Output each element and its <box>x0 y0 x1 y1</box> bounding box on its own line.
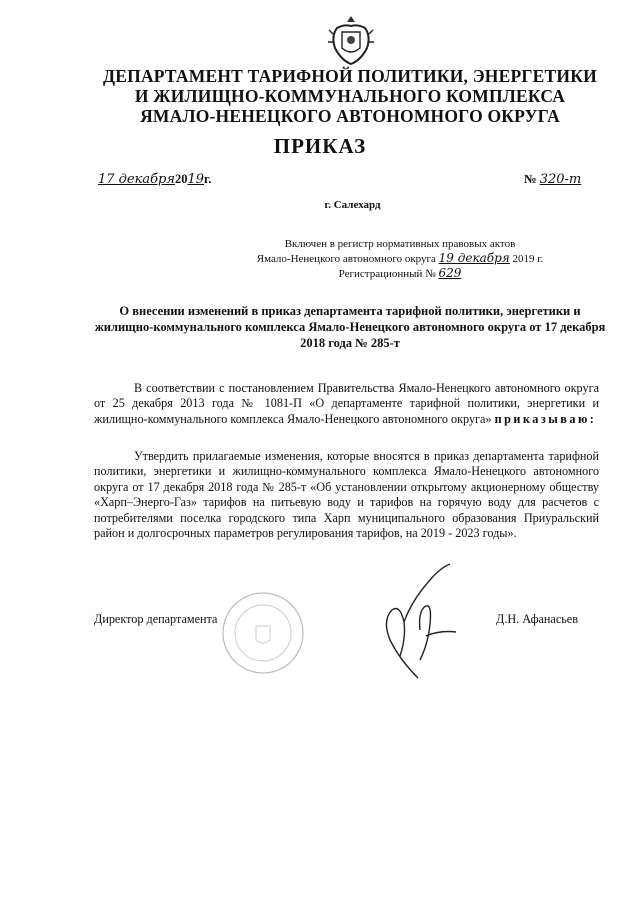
signer-name: Д.Н. Афанасьев <box>496 612 578 626</box>
handwritten-signature-icon <box>360 560 480 680</box>
order-date <box>98 172 211 187</box>
signer-position: Директор департамента <box>94 612 218 626</box>
department-line-2: И ЖИЛИЩНО-КОММУНАЛЬНОГО КОМПЛЕКСА <box>134 86 566 106</box>
registration-line-1: Включен в регистр нормативных правовых актов <box>284 238 516 250</box>
date-handwritten: 17 декабря <box>98 172 175 187</box>
official-seal-icon <box>218 588 308 678</box>
registration-number-handwritten: 629 <box>438 266 462 280</box>
order-number <box>524 172 581 187</box>
number-label: № <box>524 172 537 186</box>
order-subject: О внесении изменений в приказ департамента тарифной политики, энергетики и жилищно-коммунального комплекса Ямало-Ненецкого автономного округа от 17 декабря 2018 года № 285-т <box>94 304 606 350</box>
year-handwritten: 19 <box>187 172 205 187</box>
year-suffix: г. <box>204 172 212 186</box>
registration-stamp <box>140 237 640 281</box>
preamble-text: В соответствии с постановлением Правительства Ямало-Ненецкого автономного округа от 25 декабря 2013 года № 1081-П «О департаменте тарифной политики, энергетики и жилищно-коммунального комплекса Ямало-Ненецкого автономного округа» <box>94 381 599 426</box>
preamble-paragraph <box>94 381 599 427</box>
document-title: ПРИКАЗ <box>273 134 367 158</box>
department-line-3: ЯМАЛО-НЕНЕЦКОГО АВТОНОМНОГО ОКРУГА <box>140 106 560 126</box>
year-prefix: 20 <box>174 172 188 186</box>
order-word: приказываю: <box>494 411 597 426</box>
department-name <box>60 66 640 126</box>
coat-of-arms-icon <box>325 14 377 66</box>
registration-line-2: Ямало-Ненецкого автономного округа 19 декабря 2019 г. <box>256 251 544 265</box>
number-handwritten: 320-т <box>539 172 582 187</box>
registration-date-handwritten: 19 декабря <box>438 251 510 265</box>
city: г. Салехард <box>324 199 381 211</box>
order-paragraph: Утвердить прилагаемые изменения, которые вносятся в приказ департамента тарифной политики, энергетики и жилищно-коммунального комплекса Ямало-Ненецкого автономного округа от 17 декабря 2018 года № 285-т «Об установлении открытому акционерному обществу «Харп–Энерго-Газ» тарифов на питьевую воду и тарифов на горячую воду для расчетов с потребителями поселка городского типа Харп муниципального образования Приуральский район и долгосрочных параметров регулирования тарифов, на 2019 - 2023 годы». <box>94 449 599 541</box>
department-line-1: ДЕПАРТАМЕНТ ТАРИФНОЙ ПОЛИТИКИ, ЭНЕРГЕТИКИ <box>103 66 597 86</box>
registration-line-3: Регистрационный № 629 <box>338 266 462 280</box>
